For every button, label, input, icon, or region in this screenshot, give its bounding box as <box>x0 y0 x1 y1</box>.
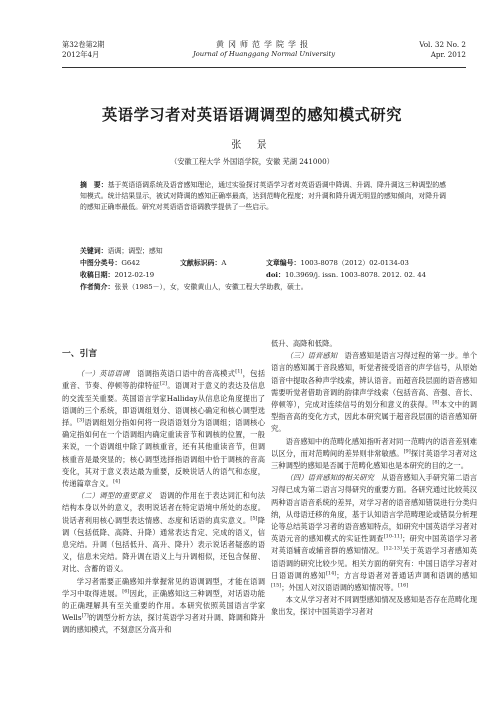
paragraph-related-research <box>271 472 477 594</box>
citation: [15] <box>271 582 282 589</box>
subheading-tone-importance: （二）调型的重要意义 <box>76 491 153 501</box>
received-date: 2012-02-19 <box>114 271 155 279</box>
abstract-label: 摘 要： <box>80 181 108 189</box>
author-info-line <box>80 282 446 293</box>
doc-code-field <box>180 258 266 269</box>
text: 语音感知中的范畴化感知指听者对同一范畴内的语音差别难以区分，而对范畴间的差异则非常敏感。 <box>271 436 477 458</box>
citation: [4] <box>113 478 121 485</box>
citation: [2] <box>159 380 168 387</box>
text: 降调（包括低降、高降、升降）通常表达肯定、完成的语义，信息完结。升调（包括低升、高升、降升）表示说话者疑惑的语义，信息未完结。降升调在语义上与升调相似，还包含保留、对比、含蓄的语义。 <box>62 515 266 574</box>
text: 语调的作用在于表达词汇和句法结构本身以外的意义，表明说话者在特定语境中所处的态度。说话者利用核心调型表达情感、态度和话语的真实意义。 <box>62 491 266 525</box>
paragraph-continued: 低升、高降和低降。 <box>271 339 337 348</box>
keywords-line <box>80 246 446 257</box>
article-no-value: 1003-8078（2012）02-0134-03 <box>300 259 409 267</box>
article-author: 张 景 <box>231 140 273 151</box>
citation: [9] <box>403 448 411 455</box>
received-label: 收稿日期： <box>80 271 115 279</box>
citation: [7] <box>81 612 89 619</box>
doc-code-value: A <box>221 259 227 267</box>
citation: [1] <box>235 368 243 375</box>
text: 语音感知是语言习得过程的第一步。单个语言的感知属于音段感知，听觉者接受语音的声学信号，从原始语音中提取各种声学线索，辨认语音。而超音段层面的语音感知需要听觉者借助音调的韵律声学线索（包括音高、音强、音长、停顿等），完成对连续信号的划分和意义的获得。 <box>271 351 478 410</box>
volume-issue: 第32卷第2期 <box>62 40 105 49</box>
text: 学习者需要正确感知并掌握常见的语调调型，才能在语调学习中取得进展。 <box>62 576 265 598</box>
article-title: 英语学习者对英语语调调型的感知模式研究 <box>102 106 402 124</box>
clc-label: 中图分类号： <box>80 259 122 267</box>
issue-date: 2012年4月 <box>62 49 100 59</box>
abstract <box>80 180 446 213</box>
paragraph-tone-importance <box>62 490 265 575</box>
paragraph-intonation <box>62 368 265 490</box>
text: 探讨英语学习者对这三种调型的感知是否属于范畴化感知也是本研究的目的之一。 <box>271 448 478 471</box>
running-header <box>62 40 466 66</box>
issue-info-en <box>419 40 466 59</box>
keywords-label: 关键词： <box>80 247 108 255</box>
clc-field <box>80 258 180 269</box>
received-field <box>80 270 266 281</box>
header-rule <box>62 67 466 68</box>
subheading-perception: （三）语音感知 <box>285 351 338 361</box>
section-heading-intro: 一、引言 <box>62 349 98 359</box>
journal-name-cn: 黄冈师范学院学报 <box>216 40 312 49</box>
journal-name-en: Journal of Huanggang Normal University <box>192 49 336 58</box>
citation: [5] <box>250 515 258 522</box>
citation: [16] <box>398 582 409 589</box>
paragraph-learners <box>62 576 265 637</box>
text: 语调指英语口语中的音高模式 <box>129 369 236 379</box>
clc-value: G642 <box>121 259 141 267</box>
doi-field <box>266 270 426 281</box>
text: ；研究中国英语学习者对英语辅音或辅音群的感知情况。 <box>271 534 477 556</box>
abstract-text: 基于英语语调系统及语音感知理论，通过实验探讨英语学习者对英语语调中降调、升调、降升调这三种调型的感知模式。统计结果显示，被试对降调的感知正确率最高，达到范畴化程度；对升调和降升调无明显的感知倾向，对降升调的感知正确率最低。研究对英语语音语调教学提供了一些启示。 <box>80 181 446 211</box>
citation: [3] <box>77 417 85 424</box>
keywords: 语调；调型；感知 <box>107 247 163 255</box>
text: 语调组划分指如何将一段语语划分为语调组；语调核心确定指如何在一个语调组内确定重读音节和调核的位置，一般来说，一个语调组中除了调核重音，还有其他重读音节，但调核重音是最突显的；核心调型选择指语调组中恰于调核的音高变化，其对于意义表达最为重要，反映说话人的语气和态度，传递篇章含义。 <box>62 418 266 489</box>
text: 。语调对于意义的表达及信息的交流至关重要。英国语言学家Halliday从信息论角度提出了语调的三个系统，即语调组划分、语调核心确定和核心调型选择。 <box>62 381 265 428</box>
doi-label: doi： <box>266 271 285 279</box>
text: 因此，正确感知这三种调型，对话语功能的正确理解具有至关重要的作用。本研究依照英国语言学家Wells <box>62 588 266 623</box>
text: ，包括重音、节奏、停顿等韵律特征 <box>62 369 266 391</box>
received-doi-line <box>80 270 446 281</box>
citation: [14] <box>325 570 337 577</box>
right-column <box>271 338 477 619</box>
journal-name <box>62 40 466 59</box>
citation: [10-11] <box>383 533 403 540</box>
paragraph-categorical <box>271 436 477 473</box>
text: ；方言母语者对普通话声调和语调的感知 <box>336 570 478 580</box>
doc-code-label: 文献标识码： <box>180 259 222 267</box>
citation: [8] <box>432 399 440 406</box>
author-affiliation: （安徽工程大学 外国语学院，安徽 芜湖 241000） <box>170 157 334 166</box>
author-info: 张景（1985－），女，安徽黄山人，安徽工程大学助教，硕士。 <box>114 283 308 291</box>
left-column <box>62 344 265 637</box>
author-info-label: 作者简介： <box>80 283 115 291</box>
subheading-intonation: （一）英语语调 <box>76 369 130 379</box>
article-no-field <box>266 258 409 269</box>
paragraph-perception <box>271 350 477 435</box>
paragraph-purpose: 本文从学习者对不同调型感知情况及感知是否存在范畴化现象出发，探讨中国英语学习者对 <box>271 595 477 617</box>
issue-date-en: Apr. 2012 <box>430 49 466 59</box>
text: 的调型分析方法，探讨英语学习者对升调、降调和降升调的感知模式，不刻意区分高升和 <box>62 613 265 635</box>
text: 关于英语学习者感知英语语调的研究比较少见。相关方面的研究有：中国日语学习者对日语语调的感知 <box>271 546 478 580</box>
doi-value: 10.3969/j. issn. 1003-8078. 2012. 02. 44 <box>284 271 426 279</box>
article-no-label: 文章编号： <box>266 259 301 267</box>
text: 从语音感知入手研究第二语言习得已成为第二语言习得研究的重要方面。各研究通过比较英汉两种语言语音系统的差异，对学习者的语音感知错误进行分类归纳，从母语迁移的角度，基于认知语言学范畴理论或错误分析理论等总结英语学习者的语音感知特点，如研究中国英语学习者对英语元音的感知模式的实证性调查 <box>271 473 478 544</box>
subheading-related-research: （四）语音感知的相关研究 <box>285 473 374 483</box>
citation: [12-13] <box>383 546 402 553</box>
text: 本文中的调型指音高的变化方式，因此本研究属于超音段层面的语音感知研究。 <box>271 400 477 434</box>
classification-line <box>80 258 446 269</box>
citation: [6] <box>122 588 130 595</box>
volume-issue-en: Vol. 32 No. 2 <box>419 40 466 49</box>
text: ；外国人对汉语语调的感知情况等。 <box>281 583 399 593</box>
